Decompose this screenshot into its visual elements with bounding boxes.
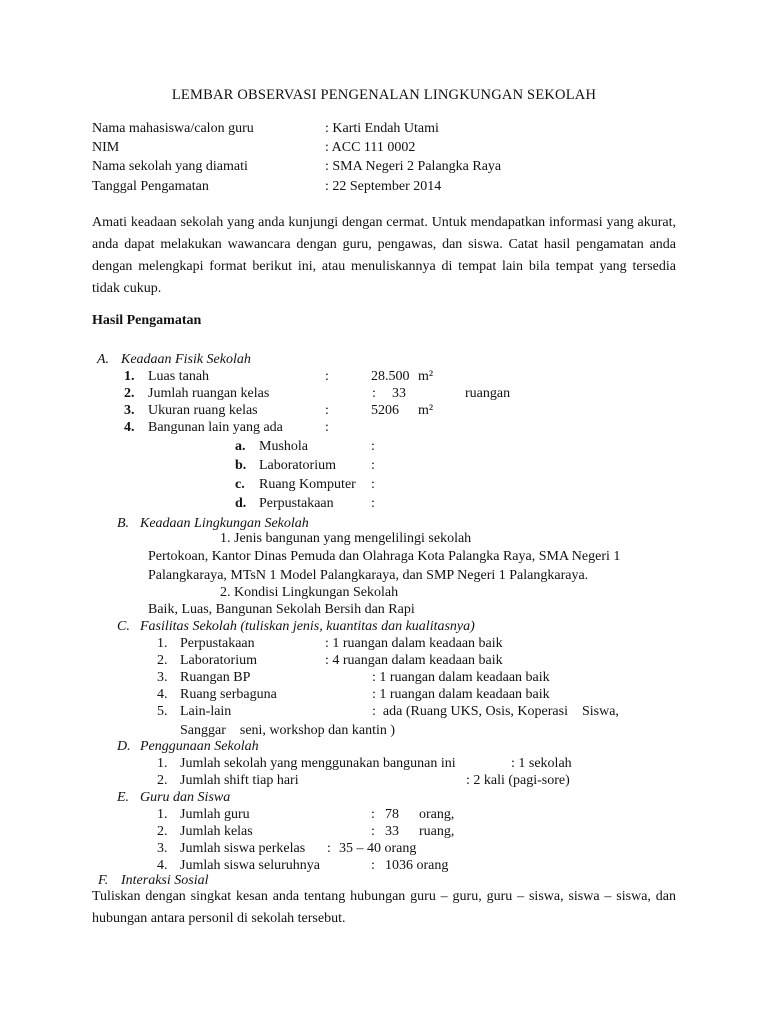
a-item-1-value: 28.500 bbox=[371, 369, 410, 384]
section-e-title: Guru dan Siswa bbox=[140, 790, 231, 805]
c-item-5-value: : ada (Ruang UKS, Osis, Koperasi Siswa, bbox=[372, 704, 619, 719]
e-item-4-value: 1036 orang bbox=[385, 858, 449, 873]
c-item-4-label: Ruang serbaguna bbox=[180, 687, 277, 702]
a-sub-a-colon: : bbox=[371, 439, 375, 454]
section-b-title: Keadaan Lingkungan Sekolah bbox=[140, 516, 309, 531]
e-item-4-label: Jumlah siswa seluruhnya bbox=[180, 858, 320, 873]
hasil-heading: Hasil Pengamatan bbox=[92, 313, 202, 328]
a-item-1-num: 1. bbox=[124, 369, 135, 384]
identity-value-name: : Karti Endah Utami bbox=[325, 121, 439, 136]
b-question-1: 1. Jenis bangunan yang mengelilingi sekolah bbox=[220, 531, 472, 546]
identity-label-school: Nama sekolah yang diamati bbox=[92, 159, 248, 174]
a-item-3-label: Ukuran ruang kelas bbox=[148, 403, 258, 418]
section-b-letter: B. bbox=[117, 516, 130, 531]
b-answer-1-line2: Palangkaraya, MTsN 1 Model Palangkaraya, dan SMP Negeri 1 Palangkaraya. bbox=[148, 568, 589, 583]
identity-value-date: : 22 September 2014 bbox=[325, 179, 442, 194]
section-e-letter: E. bbox=[117, 790, 130, 805]
section-c-letter: C. bbox=[117, 619, 130, 634]
b-question-2: 2. Kondisi Lingkungan Sekolah bbox=[220, 585, 399, 600]
a-sub-d-label: Perpustakaan bbox=[259, 496, 334, 511]
a-item-2-colon: : bbox=[372, 386, 376, 401]
identity-label-date: Tanggal Pengamatan bbox=[92, 179, 209, 194]
c-item-3-value: : 1 ruangan dalam keadaan baik bbox=[372, 670, 550, 685]
d-item-1-label: Jumlah sekolah yang menggunakan bangunan ini bbox=[180, 756, 456, 771]
d-item-2-num: 2. bbox=[157, 773, 168, 788]
a-sub-c-letter: c. bbox=[235, 477, 245, 492]
c-item-2-num: 2. bbox=[157, 653, 168, 668]
a-item-4-num: 4. bbox=[124, 420, 135, 435]
e-item-1-value: 78 bbox=[385, 807, 399, 822]
d-item-2-value: : 2 kali (pagi-sore) bbox=[466, 773, 570, 788]
identity-label-name: Nama mahasiswa/calon guru bbox=[92, 121, 254, 136]
a-item-1-label: Luas tanah bbox=[148, 369, 210, 384]
c-item-4-value: : 1 ruangan dalam keadaan baik bbox=[372, 687, 550, 702]
page-title: LEMBAR OBSERVASI PENGENALAN LINGKUNGAN SEKOLAH bbox=[171, 87, 597, 103]
a-item-1-unit: m² bbox=[418, 369, 434, 384]
a-sub-a-label: Mushola bbox=[259, 439, 308, 454]
e-item-2-unit: ruang, bbox=[419, 824, 455, 839]
section-a-title: Keadaan Fisik Sekolah bbox=[121, 352, 251, 367]
e-item-4-colon: : bbox=[371, 858, 375, 873]
a-item-2-label: Jumlah ruangan kelas bbox=[148, 386, 270, 401]
section-f-title: Interaksi Sosial bbox=[121, 873, 209, 888]
a-sub-a-letter: a. bbox=[235, 439, 246, 454]
d-item-1-num: 1. bbox=[157, 756, 168, 771]
identity-value-school: : SMA Negeri 2 Palangka Raya bbox=[325, 159, 502, 174]
a-item-3-value: 5206 bbox=[371, 403, 399, 418]
c-item-5-continuation: Sanggar seni, workshop dan kantin ) bbox=[180, 723, 396, 738]
d-item-2-label: Jumlah shift tiap hari bbox=[180, 773, 299, 788]
a-item-3-unit: m² bbox=[418, 403, 434, 418]
a-item-3-colon: : bbox=[325, 403, 329, 418]
a-item-2-num: 2. bbox=[124, 386, 135, 401]
a-sub-d-colon: : bbox=[371, 496, 375, 511]
e-item-1-num: 1. bbox=[157, 807, 168, 822]
e-item-2-label: Jumlah kelas bbox=[180, 824, 253, 839]
section-f-text: Tuliskan dengan singkat kesan anda tentang hubungan guru – guru, guru – siswa, siswa – siswa, dan hubungan antara personil di sekolah tersebut. bbox=[92, 889, 676, 926]
a-sub-d-letter: d. bbox=[235, 496, 247, 511]
a-item-4-colon: : bbox=[325, 420, 329, 435]
c-item-1-num: 1. bbox=[157, 636, 168, 651]
identity-value-nim: : ACC 111 0002 bbox=[325, 140, 416, 155]
c-item-2-value: : 4 ruangan dalam keadaan baik bbox=[325, 653, 503, 668]
section-d-letter: D. bbox=[117, 739, 131, 754]
e-item-4-num: 4. bbox=[157, 858, 168, 873]
e-item-3-label: Jumlah siswa perkelas bbox=[180, 841, 306, 856]
a-item-2-unit: ruangan bbox=[465, 386, 511, 401]
e-item-2-value: 33 bbox=[385, 824, 399, 839]
section-f-letter: F. bbox=[98, 873, 109, 888]
c-item-4-num: 4. bbox=[157, 687, 168, 702]
c-item-3-label: Ruangan BP bbox=[180, 670, 251, 685]
a-sub-b-letter: b. bbox=[235, 458, 247, 473]
intro-paragraph: Amati keadaan sekolah yang anda kunjungi dengan cermat. Untuk mendapatkan informasi yang akurat, anda dapat melakukan wawancara dengan guru, pengawas, dan siswa. Catat hasil pengamatan anda dengan melengkapi format berikut ini, atau menuliskannya di tempat lain bila tempat yang tersedia tidak cukup. bbox=[92, 215, 676, 296]
a-item-4-label: Bangunan lain yang ada bbox=[148, 420, 283, 435]
d-item-1-value: : 1 sekolah bbox=[511, 756, 572, 771]
b-answer-2: Baik, Luas, Bangunan Sekolah Bersih dan Rapi bbox=[148, 602, 415, 617]
a-sub-c-label: Ruang Komputer bbox=[259, 477, 356, 492]
e-item-3-value: 35 – 40 orang bbox=[339, 841, 417, 856]
section-a-letter: A. bbox=[97, 352, 110, 367]
c-item-1-label: Perpustakaan bbox=[180, 636, 255, 651]
c-item-2-label: Laboratorium bbox=[180, 653, 257, 668]
e-item-2-colon: : bbox=[371, 824, 375, 839]
e-item-3-colon: : bbox=[327, 841, 331, 856]
c-item-1-value: : 1 ruangan dalam keadaan baik bbox=[325, 636, 503, 651]
c-item-5-num: 5. bbox=[157, 704, 168, 719]
c-item-5-label: Lain-lain bbox=[180, 704, 232, 719]
e-item-3-num: 3. bbox=[157, 841, 168, 856]
c-item-3-num: 3. bbox=[157, 670, 168, 685]
e-item-1-colon: : bbox=[371, 807, 375, 822]
a-sub-b-colon: : bbox=[371, 458, 375, 473]
a-sub-b-label: Laboratorium bbox=[259, 458, 336, 473]
identity-label-nim: NIM bbox=[92, 140, 120, 155]
a-item-1-colon: : bbox=[325, 369, 329, 384]
e-item-1-unit: orang, bbox=[419, 807, 455, 822]
a-item-3-num: 3. bbox=[124, 403, 135, 418]
b-answer-1-line1: Pertokoan, Kantor Dinas Pemuda dan Olahraga Kota Palangka Raya, SMA Negeri 1 bbox=[148, 549, 621, 564]
section-d-title: Penggunaan Sekolah bbox=[140, 739, 259, 754]
a-item-2-value: 33 bbox=[392, 386, 406, 401]
section-c-title: Fasilitas Sekolah (tuliskan jenis, kuantitas dan kualitasnya) bbox=[140, 619, 475, 634]
e-item-2-num: 2. bbox=[157, 824, 168, 839]
a-sub-c-colon: : bbox=[371, 477, 375, 492]
e-item-1-label: Jumlah guru bbox=[180, 807, 250, 822]
